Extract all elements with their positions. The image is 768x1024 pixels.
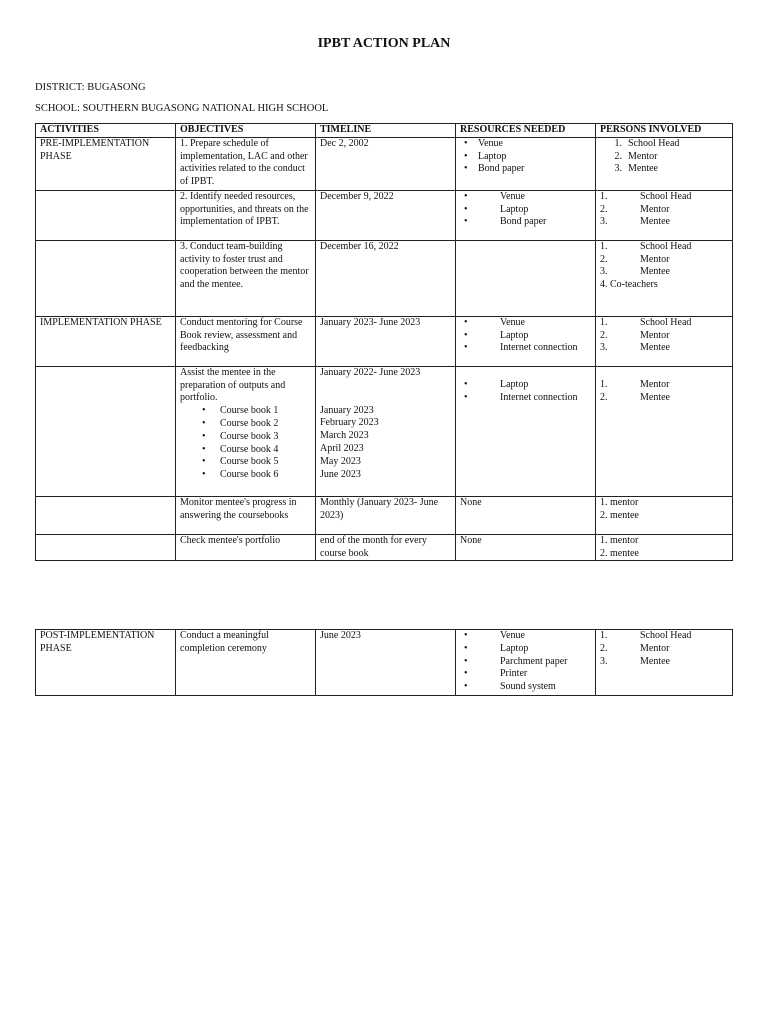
resources-cell [456, 316, 596, 366]
course-book-item: • Course book 1 [180, 405, 311, 418]
header-persons: PERSONS INVOLVED [596, 124, 733, 138]
timeline-cell: June 2023 [316, 630, 456, 696]
resource-item: • Laptop [460, 643, 591, 656]
person-line: 1. mentor [600, 534, 639, 546]
person-item: 3. Mentee [600, 342, 670, 354]
table-row [36, 240, 733, 316]
objective-cell: 3. Conduct team-building activity to foster trust and cooperation between the mentor and the mentee. [176, 240, 316, 316]
persons-cell [596, 496, 733, 534]
person-item: 1. School Head [600, 240, 692, 252]
resource-item: • Laptop [460, 204, 591, 217]
resources-cell: None [456, 496, 596, 534]
person-item: 1. School Head [600, 190, 692, 202]
activity-cell [36, 534, 176, 561]
timeline-cell [316, 366, 456, 496]
resources-cell [456, 137, 596, 190]
objective-cell: 1. Prepare schedule of implementation, LAC and other activities related to the conduct of IPBT. [176, 137, 316, 190]
course-book-item: • Course book 5 [180, 456, 311, 469]
table-row [36, 190, 733, 240]
resource-item: • Venue [460, 138, 591, 151]
resource-item: • Internet connection [460, 342, 591, 355]
person-item: 1. Mentor [600, 378, 670, 390]
district-line: DISTRICT: BUGASONG [35, 82, 146, 93]
table-row [36, 534, 733, 561]
persons-cell [596, 366, 733, 496]
course-book-item: • Course book 4 [180, 444, 311, 457]
person-item: 2. Mentor [600, 642, 670, 654]
person-item-extra: 4. Co-teachers [600, 279, 658, 291]
timeline-cell: January 2023- June 2023 [316, 316, 456, 366]
action-plan-table [35, 123, 733, 561]
activity-cell: PRE-IMPLEMENTATION PHASE [36, 137, 176, 190]
resource-item: • Sound system [460, 681, 591, 694]
person-item: 3. Mentee [600, 655, 670, 667]
resource-item: • Laptop [460, 151, 591, 164]
persons-cell [596, 534, 733, 561]
persons-cell [596, 240, 733, 316]
page-title: IPBT ACTION PLAN [317, 36, 451, 51]
objective-cell: Check mentee's portfolio [176, 534, 316, 561]
resources-cell [456, 366, 596, 496]
post-implementation-table [35, 629, 733, 696]
table-row [36, 366, 733, 496]
activity-cell [36, 190, 176, 240]
activity-cell: POST-IMPLEMENTATION PHASE [36, 630, 176, 696]
activity-cell: IMPLEMENTATION PHASE [36, 316, 176, 366]
person-item: 1. School Head [600, 630, 692, 641]
objective-cell: Conduct mentoring for Course Book review, assessment and feedbacking [176, 316, 316, 366]
timeline-cell: end of the month for every course book [316, 534, 456, 561]
timeline-cell: December 9, 2022 [316, 190, 456, 240]
timeline-month: March 2023 [320, 430, 369, 442]
resources-cell: None [456, 534, 596, 561]
persons-cell [596, 316, 733, 366]
header-objectives: OBJECTIVES [176, 124, 316, 138]
resources-cell [456, 190, 596, 240]
table-row [36, 316, 733, 366]
person-line: 1. mentor [600, 496, 639, 508]
resource-item: • Venue [460, 317, 591, 330]
timeline-month: February 2023 [320, 417, 379, 429]
school-line: SCHOOL: SOUTHERN BUGASONG NATIONAL HIGH SCHOOL [35, 103, 329, 114]
timeline-text: January 2022- June 2023 [320, 366, 421, 378]
person-item: 2. Mentor [600, 253, 670, 265]
timeline-month: April 2023 [320, 442, 364, 454]
resource-item: • Bond paper [460, 163, 591, 176]
person-item: 2. Mentee [600, 391, 670, 403]
resource-item: • Bond paper [460, 216, 591, 229]
objective-cell: 2. Identify needed resources, opportunities, and threats on the implementation of IPBT. [176, 190, 316, 240]
person-line: 2. mentee [600, 547, 639, 559]
resource-item: • Venue [460, 191, 591, 204]
table-row [36, 630, 733, 696]
header-timeline: TIMELINE [316, 124, 456, 138]
resource-item: • Internet connection [460, 392, 591, 405]
persons-cell [596, 137, 733, 190]
course-book-item: • Course book 3 [180, 431, 311, 444]
person-item: 1. School Head [600, 316, 692, 328]
persons-cell [596, 630, 733, 696]
objective-cell: Conduct a meaningful completion ceremony [176, 630, 316, 696]
person-item: 3. Mentee [600, 216, 670, 228]
resource-item: • Laptop [460, 330, 591, 343]
resource-item: • Parchment paper [460, 656, 591, 669]
resource-item: • Printer [460, 668, 591, 681]
objective-cell [176, 366, 316, 496]
timeline-cell: Monthly (January 2023- June 2023) [316, 496, 456, 534]
resources-cell [456, 630, 596, 696]
person-item: 2. Mentor [600, 329, 670, 341]
timeline-month: June 2023 [320, 468, 361, 480]
person-item: 2. Mentor [614, 150, 658, 162]
course-book-item: • Course book 6 [180, 469, 311, 482]
header-resources: RESOURCES NEEDED [456, 124, 596, 138]
persons-cell [596, 190, 733, 240]
person-line: 2. mentee [600, 509, 639, 521]
activity-cell [36, 366, 176, 496]
table-header-row [36, 124, 733, 138]
person-item: 3. Mentee [600, 266, 670, 278]
course-book-item: • Course book 2 [180, 418, 311, 431]
table-row [36, 496, 733, 534]
objective-text: Assist the mentee in the preparation of outputs and portfolio. [180, 366, 286, 404]
resource-item: • Venue [460, 630, 591, 643]
person-item: 2. Mentor [600, 203, 670, 215]
resource-item: • Laptop [460, 379, 591, 392]
timeline-month: January 2023 [320, 404, 374, 416]
timeline-cell: Dec 2, 2002 [316, 137, 456, 190]
person-item: 1. School Head [614, 137, 680, 149]
activity-cell [36, 496, 176, 534]
person-item: 3. Mentee [614, 163, 658, 175]
table-row [36, 137, 733, 190]
timeline-month: May 2023 [320, 455, 361, 467]
activity-cell [36, 240, 176, 316]
resources-cell [456, 240, 596, 316]
timeline-cell: December 16, 2022 [316, 240, 456, 316]
objective-cell: Monitor mentee's progress in answering the coursebooks [176, 496, 316, 534]
header-activities: ACTIVITIES [36, 124, 176, 138]
